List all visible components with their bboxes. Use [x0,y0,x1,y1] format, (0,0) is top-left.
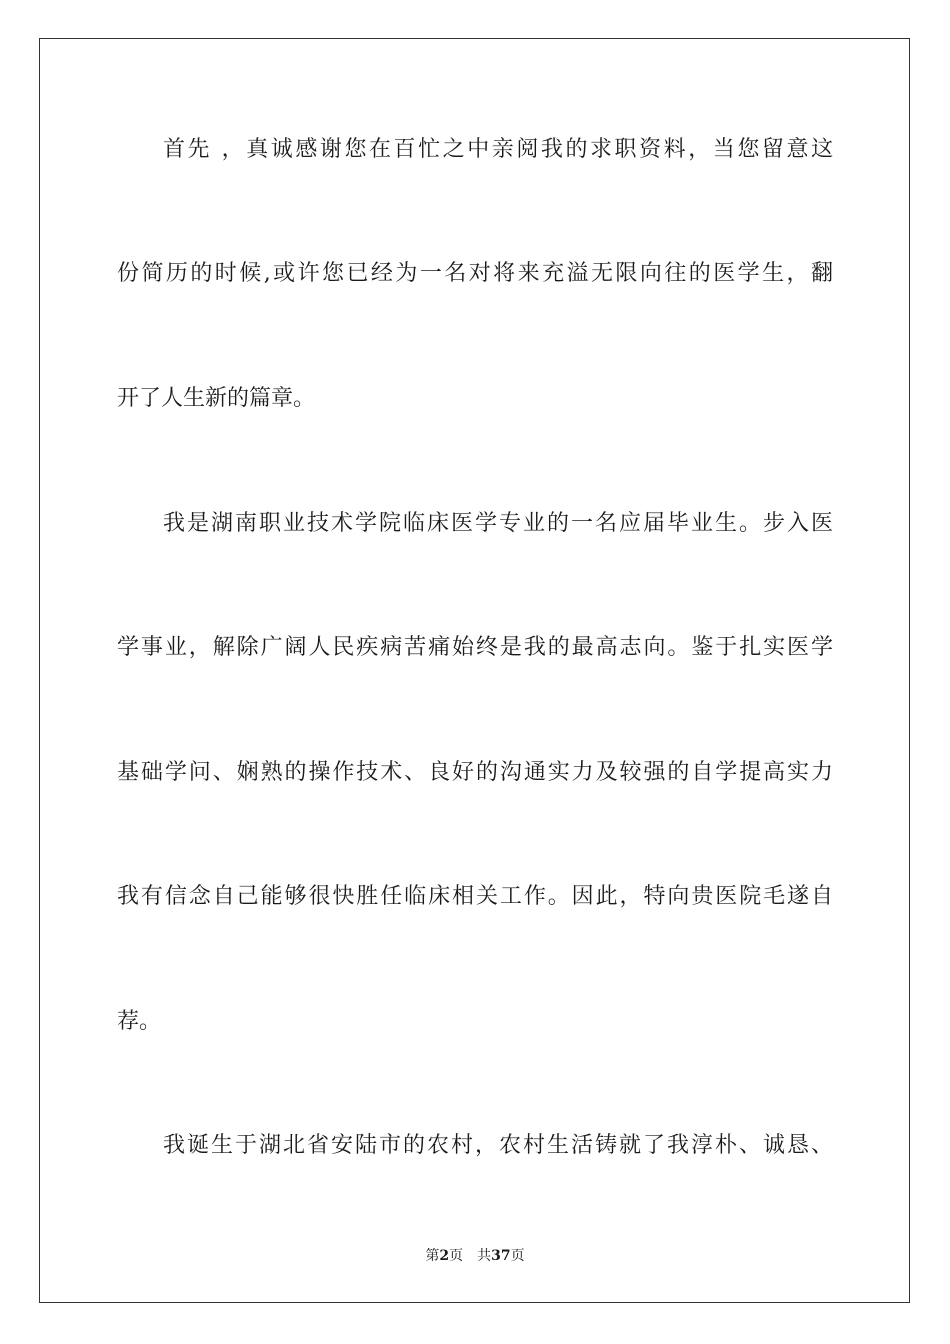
paragraph-line: 我有信念自己能够很快胜任临床相关工作。因此，特向贵医院毛遂自 [117,884,833,909]
page-number: 2 [439,1248,450,1264]
total-pages: 37 [491,1248,511,1264]
page-border [39,38,910,1303]
page-prefix: 第 [425,1248,440,1264]
paragraph-line: 我诞生于湖北省安陆市的农村，农村生活铸就了我淳朴、诚恳、 [163,1133,833,1158]
paragraph-line: 首先 ，真诚感谢您在百忙之中亲阅我的求职资料，当您留意这 [163,137,833,162]
paragraph-line: 荐。 [117,1009,162,1034]
paragraph-line: 我是湖南职业技术学院临床医学专业的一名应届毕业生。步入医 [163,511,833,536]
paragraph-line: 学事业，解除广阔人民疾病苦痛始终是我的最高志向。鉴于扎实医学 [117,635,833,660]
total-prefix: 共 [477,1248,492,1264]
page-suffix: 页 [449,1248,464,1264]
paragraph-line: 份简历的时候,或许您已经为一名对将来充溢无限向往的医学生，翻 [117,261,833,286]
paragraph-line: 开了人生新的篇章。 [117,386,316,411]
paragraph-line: 基础学问、娴熟的操作技术、良好的沟通实力及较强的自学提高实力 [117,760,833,785]
page-footer [0,1247,950,1265]
total-suffix: 页 [510,1248,525,1264]
